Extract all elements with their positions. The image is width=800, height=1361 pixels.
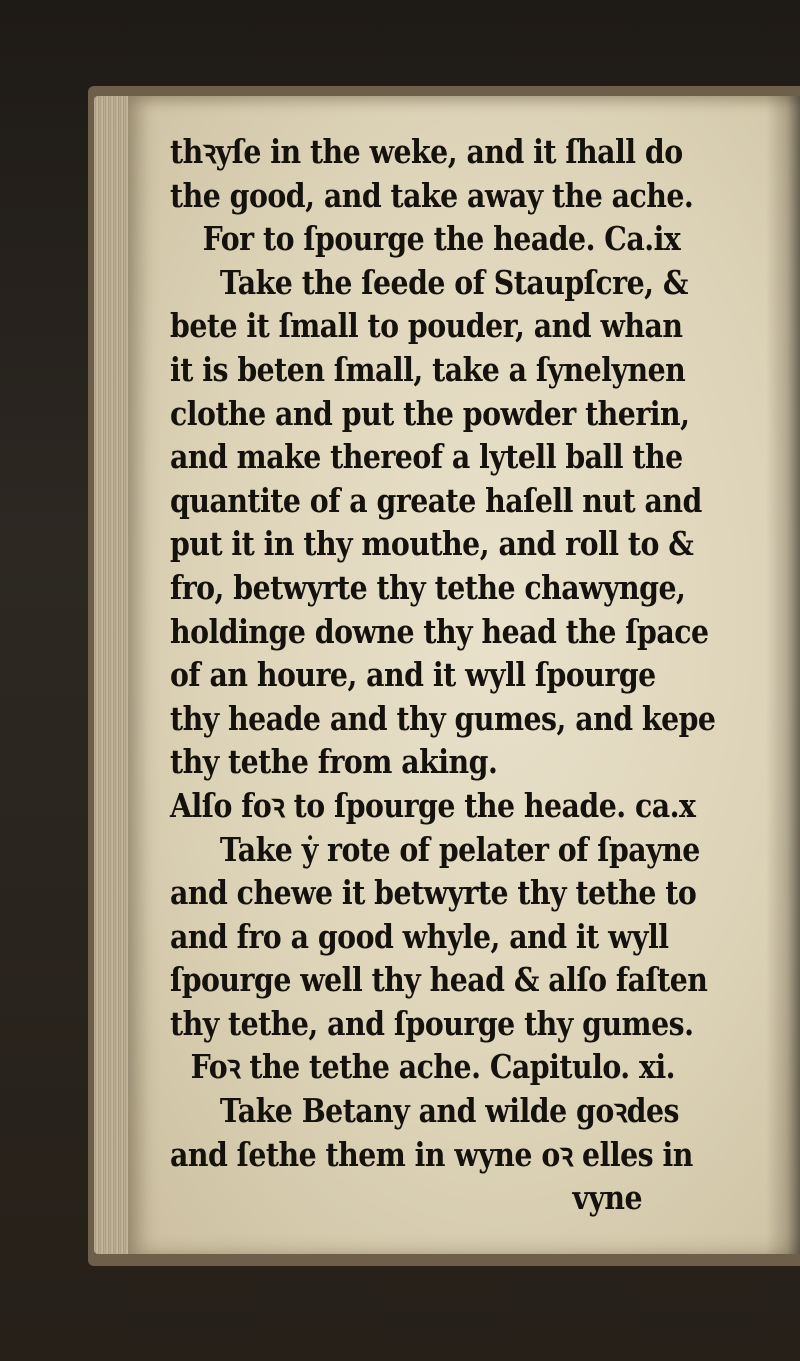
text-line: Take Betany and wilde goꝛdes bbox=[219, 1091, 679, 1131]
section-heading: Foꝛ the tethe ache. Capitulo. xi. bbox=[190, 1047, 676, 1087]
text-line: thy tethe from aking. bbox=[170, 742, 498, 782]
text-line: fro, betwyrte thy tethe chawynge, bbox=[170, 567, 686, 607]
text-line: and ſethe them in wyne oꝛ elles in bbox=[170, 1134, 693, 1174]
text-line: thy tethe, and ſpourge thy gumes. bbox=[170, 1003, 694, 1043]
section-heading: Alſo foꝛ to ſpourge the heade. ca.x bbox=[170, 785, 696, 825]
text-line: and make thereof a lytell ball the bbox=[170, 437, 683, 477]
text-line: and chewe it betwyrte thy tethe to bbox=[170, 873, 697, 913]
text-line: quantite of a greate haſell nut and bbox=[170, 480, 702, 520]
text-line: clothe and put the powder therin, bbox=[170, 393, 690, 433]
text-line: bete it ſmall to pouder, and whan bbox=[170, 306, 683, 346]
text-line: and fro a good whyle, and it wyll bbox=[170, 916, 669, 956]
text-line: Take the ſeede of Staupſcre, & bbox=[219, 262, 688, 302]
section-heading: For to ſpourge the heade. Ca.ix bbox=[202, 219, 681, 259]
text-line: thꝛyſe in the weke, and it ſhall do bbox=[170, 132, 683, 171]
page-text bbox=[170, 130, 770, 1220]
text-line: thy heade and thy gumes, and kepe bbox=[170, 698, 716, 738]
text-line: ſpourge well thy head & alſo faſten bbox=[170, 960, 708, 1000]
text-line: put it in thy mouthe, and roll to & bbox=[170, 524, 694, 564]
book-page bbox=[128, 96, 800, 1254]
text-line: it is beten ſmall, take a ſynelynen bbox=[170, 349, 686, 389]
catchword: vyne bbox=[572, 1178, 643, 1218]
text-line: of an houre, and it wyll ſpourge bbox=[170, 655, 656, 695]
text-line: holdinge downe thy head the ſpace bbox=[170, 611, 709, 651]
text-line: Take ẏ rote of pelater of ſpayne bbox=[219, 829, 700, 869]
page-gutter bbox=[766, 96, 800, 1254]
text-line: the good, and take away the ache. bbox=[170, 175, 694, 215]
